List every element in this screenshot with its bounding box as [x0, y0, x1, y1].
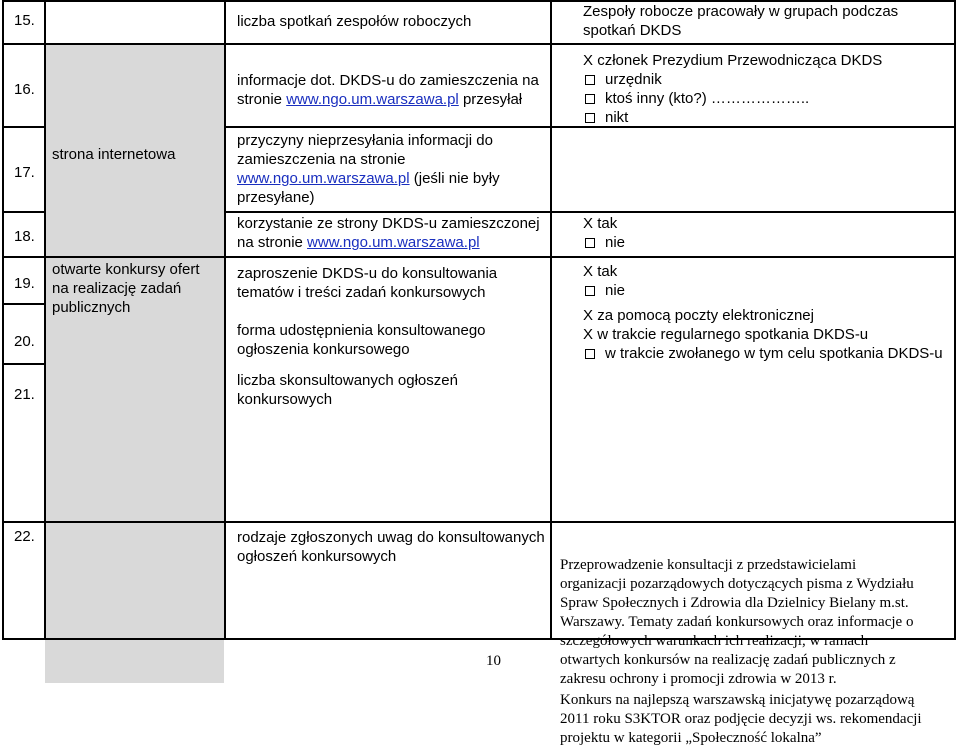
row-line-20-top	[2, 303, 44, 305]
group-contests-label: otwarte konkursy ofert na realizację zadań publicznych	[52, 261, 200, 316]
table-divider-2	[224, 0, 226, 640]
table-divider-3	[550, 0, 552, 640]
row-20-label: forma udostępnienia konsultowanego ogłoszenia konkursowego	[237, 322, 486, 358]
row-16-label-text: informacje dot. DKDS-u do zamieszczenia na stronie	[237, 72, 539, 108]
checkbox-icon	[585, 238, 595, 248]
row-number-21: 21.	[14, 386, 35, 403]
checkbox-icon	[585, 75, 595, 85]
row-number-20: 20.	[14, 333, 35, 350]
row-16-label-tail: przesyłał	[462, 91, 523, 108]
row-22-paragraph-2: Konkurs na najlepszą warszawską inicjatywę pozarządową 2011 roku S3KTOR oraz podjęcie decyzji ws. rekomendacji projektu w kategorii „Społeczność lokalna”	[560, 692, 922, 746]
row-number-19: 19.	[14, 275, 35, 292]
row-line-16-top	[2, 43, 956, 45]
option-other[interactable]: ktoś inny (kto?) ………………..	[583, 89, 953, 108]
row-number-16: 16.	[14, 81, 35, 98]
row-21-label: liczba skonsultowanych ogłoszeń konkursowych	[237, 372, 458, 408]
option-regular-meeting[interactable]: X w trakcie regularnego spotkania DKDS-u	[583, 326, 869, 343]
checkbox-icon	[585, 286, 595, 296]
row-15-answer: Zespoły robocze pracowały w grupach podczas spotkań DKDS	[583, 3, 899, 39]
checkbox-icon	[585, 94, 595, 104]
page-number: 10	[486, 653, 501, 669]
group-website-label: strona internetowa	[52, 146, 176, 163]
table-border-left	[2, 0, 4, 640]
row-line-19-top	[2, 256, 956, 258]
row-17-label-tail: (jeśli nie były przesyłane)	[237, 170, 500, 206]
x-mark-icon: X	[583, 215, 598, 232]
row-line-21-top	[2, 363, 44, 365]
row-16-options	[583, 51, 953, 127]
x-mark-icon: X	[583, 326, 598, 343]
x-mark-icon: X	[583, 263, 598, 280]
checkbox-icon	[585, 349, 595, 359]
group-column-shading	[45, 43, 224, 683]
x-mark-icon: X	[583, 307, 598, 324]
row-line-22-top	[2, 521, 956, 523]
row-18-options	[583, 214, 953, 252]
row-19-label: zaproszenie DKDS-u do konsultowania tematów i treści zadań konkursowych	[237, 265, 498, 301]
row-18-label	[237, 214, 549, 252]
table-border-right	[954, 0, 956, 640]
checkbox-icon	[585, 113, 595, 123]
option-yes[interactable]: X tak	[583, 263, 618, 280]
row-17-label	[237, 131, 549, 207]
row-number-15: 15.	[14, 12, 35, 29]
row-number-22: 22.	[14, 528, 35, 545]
row-19-options	[583, 262, 953, 300]
row-number-18: 18.	[14, 228, 35, 245]
table-divider-1	[44, 0, 46, 640]
option-member[interactable]: X członek Prezydium Przewodnicząca DKDS	[583, 52, 883, 69]
row-18-label-text: korzystanie ze strony DKDS-u zamieszczonej na stronie	[237, 215, 540, 251]
option-dedicated-meeting[interactable]: w trakcie zwołanego w tym celu spotkania DKDS-u	[583, 344, 953, 363]
ngo-website-link[interactable]: www.ngo.um.warszawa.pl	[237, 170, 410, 187]
option-email[interactable]: X za pomocą poczty elektronicznej	[583, 307, 814, 324]
option-no[interactable]: nie	[583, 233, 953, 252]
option-official[interactable]: urzędnik	[583, 70, 953, 89]
row-17-label-text: przyczyny nieprzesyłania informacji do zamieszczenia na stronie	[237, 132, 493, 168]
row-22-paragraph-1: Przeprowadzenie konsultacji z przedstawicielami organizacji pozarządowych dotyczących pisma z Wydziału Spraw Społecznych i Zdrowia dla Dzielnicy Bielany m.st. Warszawy. Tematy zadań konkursowych oraz informacje o szczegółowych warunkach ich realizacji, w ramach otwartych konkursów na realizację zadań publicznych z zakresu ochrony i promocji zdrowia w 2013 r.	[560, 557, 914, 687]
ngo-website-link[interactable]: www.ngo.um.warszawa.pl	[286, 91, 459, 108]
row-line-18-top	[2, 211, 44, 213]
row-line-18-top-b	[224, 211, 956, 213]
row-22-label: rodzaje zgłoszonych uwag do konsultowanych ogłoszeń konkursowych	[237, 529, 545, 565]
row-15-label: liczba spotkań zespołów roboczych	[237, 13, 472, 30]
ngo-website-link[interactable]: www.ngo.um.warszawa.pl	[307, 234, 480, 251]
option-no[interactable]: nie	[583, 281, 953, 300]
x-mark-icon: X	[583, 52, 598, 69]
row-number-17: 17.	[14, 164, 35, 181]
option-nobody[interactable]: nikt	[583, 108, 953, 127]
row-20-options	[583, 306, 953, 363]
row-16-label	[237, 71, 549, 109]
row-line-17-top	[2, 126, 44, 128]
option-yes[interactable]: X tak	[583, 215, 618, 232]
